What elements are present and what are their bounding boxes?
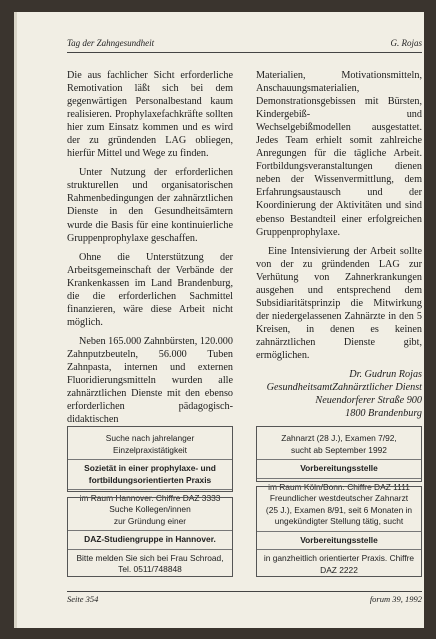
signature-block bbox=[256, 368, 422, 420]
paragraph: Materialien, Motivationsmitteln, Anschauungsmaterialien, Demonstrationsgebissen mit Bürsten, Kindergebiß- und Wechselgebißmodellen ausgestattet. Jedes Team erhielt somit zahlreiche Anregungen für die tägliche Arbeit. Fortbildungsveranstaltungen dienen neben der Wissenvermittlung, dem Erfahrungsaustausch und der Koordinierung der Aktivitäten und sind ebenso Bestandteil einer erfolgreichen Gruppenprophylaxe. bbox=[256, 70, 422, 238]
ad-headline: Vorbereitungsstelle bbox=[300, 463, 378, 473]
signature-street: Neuendorferer Straße 900 bbox=[315, 395, 422, 407]
ad-divider bbox=[68, 459, 232, 460]
running-header bbox=[67, 38, 422, 48]
classified-ad-westdeutscher-zahnarzt bbox=[256, 486, 422, 577]
ad-text: Zahnarzt (28 J.), Examen 7/92, bbox=[281, 433, 397, 443]
page-number: Seite 354 bbox=[67, 594, 99, 604]
ad-divider bbox=[68, 549, 232, 550]
paragraph: Eine Intensivierung der Arbeit sollte von der zu gründenden LAG zur Verhütung von Zahnerkrankungen ausgehen und entsprechend dem Subsidiaritätsprinzip die Mitwirkung der niedergelassenen Zahnärzte in den 5 Kreisen, in denen es keinen zahnärztlichen Dienste gibt, ermöglichen. bbox=[256, 245, 422, 361]
ad-text: zur Gründung einer bbox=[113, 515, 187, 526]
ad-contact: in ganzheitlich orientierter Praxis. Chiffre DAZ 2222 bbox=[263, 553, 415, 575]
running-footer bbox=[67, 594, 422, 604]
footer-rule bbox=[67, 591, 422, 592]
document-page bbox=[14, 12, 424, 628]
signature-org: GesundheitsamtZahnärztlicher Dienst bbox=[266, 382, 422, 394]
ad-text: Suche Kollegen/innen bbox=[109, 504, 191, 514]
ad-divider bbox=[257, 549, 421, 550]
ad-text: sucht ab September 1992 bbox=[291, 444, 387, 455]
classified-ad-sozietaet bbox=[67, 426, 233, 503]
journal-issue: forum 39, 1992 bbox=[369, 594, 422, 604]
header-title: Tag der Zahngesundheit bbox=[67, 38, 155, 48]
classified-ad-koeln bbox=[256, 426, 422, 492]
right-column bbox=[256, 69, 422, 420]
ad-headline: Sozietät in einer prophylaxe- und fortbildungsorientierten Praxis bbox=[84, 463, 216, 485]
ad-headline: DAZ-Studiengruppe in Hannover. bbox=[84, 534, 216, 544]
ad-divider bbox=[257, 459, 421, 460]
classified-ad-studiengruppe bbox=[67, 497, 233, 577]
ad-contact: im Raum Hannover. Chiffre DAZ 3333 bbox=[79, 493, 221, 503]
paragraph: Die aus fachlicher Sicht erforderliche Remotivation läßt sich bei dem gegenwärtigen Personalbestand kaum realisieren. Prophylaxefachkräfte sollten hier zum Einsatz kommen und es wird der zu gründenden LAG obliegen, hierfür Mittel und Wege zu finden. bbox=[67, 70, 233, 160]
ad-divider bbox=[257, 531, 421, 532]
ad-text: Einzelpraxistätigkeit bbox=[112, 444, 187, 455]
ad-divider bbox=[68, 530, 232, 531]
ad-text: Freundlicher westdeutscher Zahnarzt (25 J.), Examen 8/91, seit 6 Monaten in ungekündigter Stellung tätig, sucht bbox=[265, 493, 413, 526]
left-column bbox=[67, 69, 233, 432]
paragraph: Ohne die Unterstützung der Arbeitsgemeinschaft der Verbände der Krankenkassen im Land Brandenburg, die die erforderlichen Sachmittel finanzieren, wäre diese Arbeit nicht möglich. bbox=[67, 251, 233, 328]
ad-divider bbox=[68, 489, 232, 490]
paragraph: Neben 165.000 Zahnbürsten, 120.000 Zahnputzbeuteln, 56.000 Tuben Zahnpasta, internen und externen Fluoridierungsmitteln wurden alle zahnärztlichen Dienste mit den ebenso erforderlichen pädagogisch-didaktischen bbox=[67, 335, 233, 426]
ad-contact: Bitte melden Sie sich bei Frau Schroad, Tel. 0511/748848 bbox=[76, 552, 224, 574]
signature-name: Dr. Gudrun Rojas bbox=[349, 369, 422, 381]
ad-headline: Vorbereitungsstelle bbox=[300, 534, 378, 545]
paragraph: Unter Nutzung der erforderlichen strukturellen und organisatorischen Rahmenbedingungen der zahnärztlichen Dienste in den Gesundheitsämtern wurde die Basis für eine kontinuierliche Gruppenprophylaxe geschaffen. bbox=[67, 167, 233, 244]
header-author: G. Rojas bbox=[390, 38, 422, 48]
ad-contact: im Raum Köln/Bonn. Chiffre DAZ 1111 bbox=[268, 481, 410, 492]
ad-divider bbox=[257, 478, 421, 479]
signature-city: 1800 Brandenburg bbox=[345, 408, 422, 420]
ad-text: Suche nach jahrelanger bbox=[105, 433, 195, 443]
header-rule bbox=[67, 52, 422, 53]
